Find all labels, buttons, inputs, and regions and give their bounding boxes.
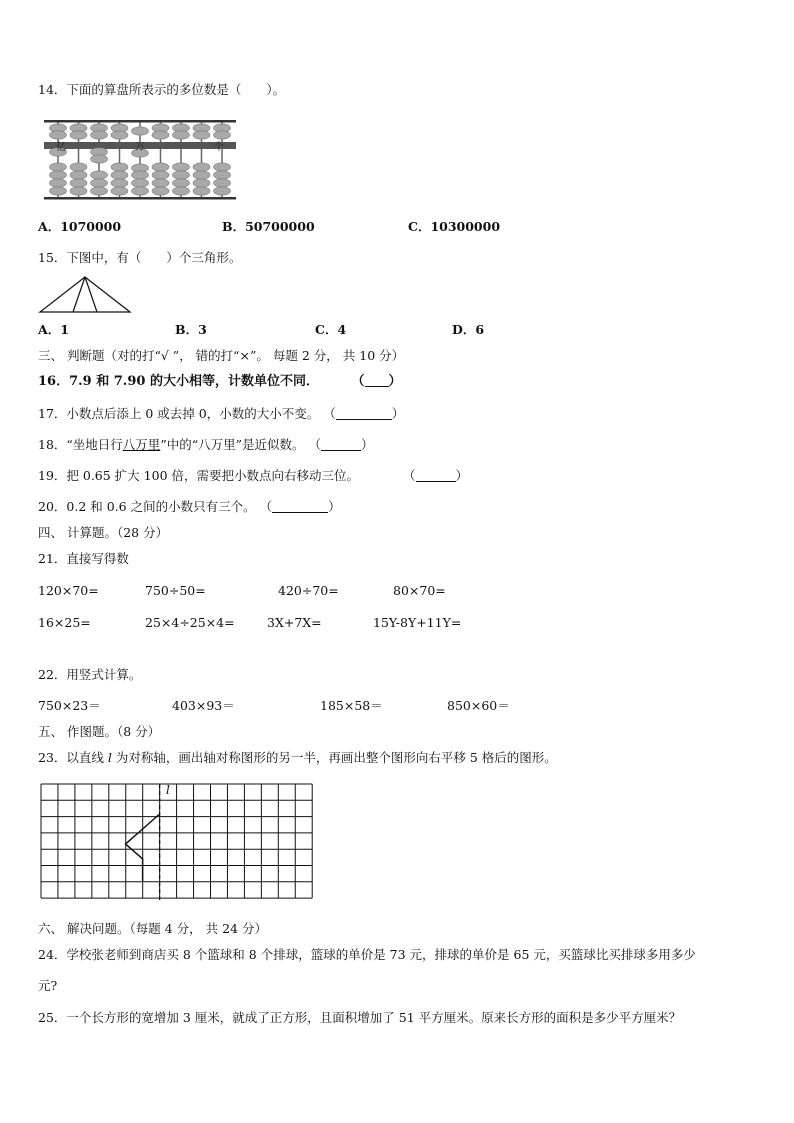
abacus-bead: [152, 131, 169, 139]
q21-item: 16×25=: [38, 615, 91, 630]
abacus-bead: [173, 131, 190, 139]
q22-text: 22．用竖式计算。: [38, 667, 142, 682]
q14-option-b: B．50700000: [222, 219, 315, 234]
abacus-bead: [152, 171, 169, 179]
q17-answer-blank[interactable]: （ ）: [323, 406, 405, 421]
abacus-bead: [50, 171, 67, 179]
abacus-bead: [214, 163, 231, 171]
section5-title: 五、 作图题。（8 分）: [38, 724, 161, 739]
abacus-bead: [111, 171, 128, 179]
q21-item: 750÷50=: [145, 583, 206, 598]
abacus-bead: [111, 131, 128, 139]
triangle-figure: [39, 276, 131, 314]
q23-axis-name: l: [107, 750, 112, 765]
abacus-bead: [50, 163, 67, 171]
abacus-bead: [70, 187, 87, 195]
abacus-bead: [193, 131, 210, 139]
q21-item: 3X+7X=: [267, 615, 322, 630]
q15-option-b: B．3: [175, 322, 207, 337]
abacus-bead: [50, 187, 67, 195]
q21-item: 420÷70=: [278, 583, 339, 598]
abacus-bead: [91, 171, 108, 179]
abacus-bead: [50, 179, 67, 187]
abacus-bead: [91, 187, 108, 195]
abacus-bead: [193, 163, 210, 171]
abacus-bead: [152, 179, 169, 187]
abacus-bead: [173, 179, 190, 187]
q15-option-c: C．4: [315, 322, 347, 337]
abacus-bead: [70, 171, 87, 179]
axis-l-label: l: [166, 783, 170, 797]
q22-item: 185×58＝: [320, 698, 383, 713]
q20-answer-blank[interactable]: （ ）: [259, 499, 341, 514]
abacus-bead: [132, 171, 149, 179]
q14-option-a: A．1070000: [38, 219, 122, 234]
abacus-bead: [152, 187, 169, 195]
abacus-bead: [91, 131, 108, 139]
q16-text: 16．7.9 和 7.90 的大小相等，计数单位不同．: [38, 374, 319, 389]
abacus-bead: [70, 163, 87, 171]
section3-title: 三、 判断题（对的打“√ ”， 错的打“×”。 每题 2 分， 共 10 分）: [38, 348, 405, 363]
q25-text: 25．一个长方形的宽增加 3 厘米，就成了正方形，且面积增加了 51 平方厘米。原来长方形的面积是多少平方厘米？: [38, 1010, 682, 1025]
abacus-bead: [132, 127, 149, 135]
q21-item: 25×4÷25×4=: [145, 615, 235, 630]
q22-item: 403×93＝: [172, 698, 235, 713]
q21-item: 15Y-8Y+11Y=: [373, 615, 462, 630]
q15-text: 15．下图中，有（ ）个三角形。: [38, 250, 242, 265]
q21-item: 120×70=: [38, 583, 99, 598]
abacus-bead: [70, 179, 87, 187]
abacus-bead: [214, 179, 231, 187]
abacus-bead: [173, 171, 190, 179]
q15-option-d: D．6: [452, 322, 485, 337]
q18-answer-blank[interactable]: （ ）: [308, 437, 374, 452]
q14-text: 14．下面的算盘所表示的多位数是（ ）。: [38, 82, 286, 97]
abacus-bead: [70, 131, 87, 139]
q22-item: 750×23＝: [38, 698, 101, 713]
abacus-bead: [214, 131, 231, 139]
section4-title: 四、 计算题。（28 分）: [38, 525, 169, 540]
abacus-bead: [193, 179, 210, 187]
q15-option-a: A．1: [38, 322, 69, 337]
q19-text: 19．把 0.65 扩大 100 倍，需要把小数点向右移动三位。: [38, 468, 359, 483]
q20-text: 20．0.2 和 0.6 之间的小数只有三个。: [38, 499, 256, 514]
abacus-bead: [214, 171, 231, 179]
q16-answer-blank[interactable]: （ ）: [351, 374, 402, 389]
q18-suffix: ”中的“八万里”是近似数。: [160, 437, 305, 452]
abacus-bead: [91, 179, 108, 187]
q14-option-c: C．10300000: [408, 219, 501, 234]
abacus-label-yi: 亿: [56, 142, 66, 153]
abacus-bead: [132, 179, 149, 187]
abacus-bead: [111, 187, 128, 195]
section6-title: 六、 解决问题。（每题 4 分， 共 24 分）: [38, 921, 267, 936]
symmetry-grid-figure: [41, 784, 313, 900]
abacus-label-wan: 万: [135, 142, 145, 153]
q23-suffix: 为对称轴，画出轴对称图形的另一半，再画出整个图形向右平移 5 格后的图形。: [111, 750, 557, 765]
abacus-bead: [173, 187, 190, 195]
abacus-bead: [111, 163, 128, 171]
abacus-bead: [91, 155, 108, 163]
abacus-bead: [152, 163, 169, 171]
q21-item: 80×70=: [393, 583, 446, 598]
q17-text: 17．小数点后添上 0 或去掉 0，小数的大小不变。: [38, 406, 320, 421]
q18-prefix: 18．“坐地日行: [38, 437, 123, 452]
abacus-bead: [132, 187, 149, 195]
q24-line2: 元?: [38, 978, 58, 993]
abacus-figure: [44, 120, 236, 200]
abacus-bead: [214, 187, 231, 195]
q24-line1: 24．学校张老师到商店买 8 个篮球和 8 个排球，篮球的单价是 73 元，排球的单价是 65 元，买篮球比买排球多用多少: [38, 947, 696, 962]
q22-item: 850×60＝: [447, 698, 510, 713]
abacus-bead: [50, 131, 67, 139]
q18-underlined: 八万里: [122, 437, 161, 452]
q23-prefix: 23．以直线: [38, 750, 108, 765]
abacus-bead: [111, 179, 128, 187]
abacus-label-ge: 个: [214, 142, 224, 153]
q19-answer-blank[interactable]: （ ）: [402, 468, 469, 483]
abacus-bead: [193, 187, 210, 195]
abacus-bead: [173, 163, 190, 171]
abacus-bead: [193, 171, 210, 179]
q21-text: 21．直接写得数: [38, 551, 129, 566]
